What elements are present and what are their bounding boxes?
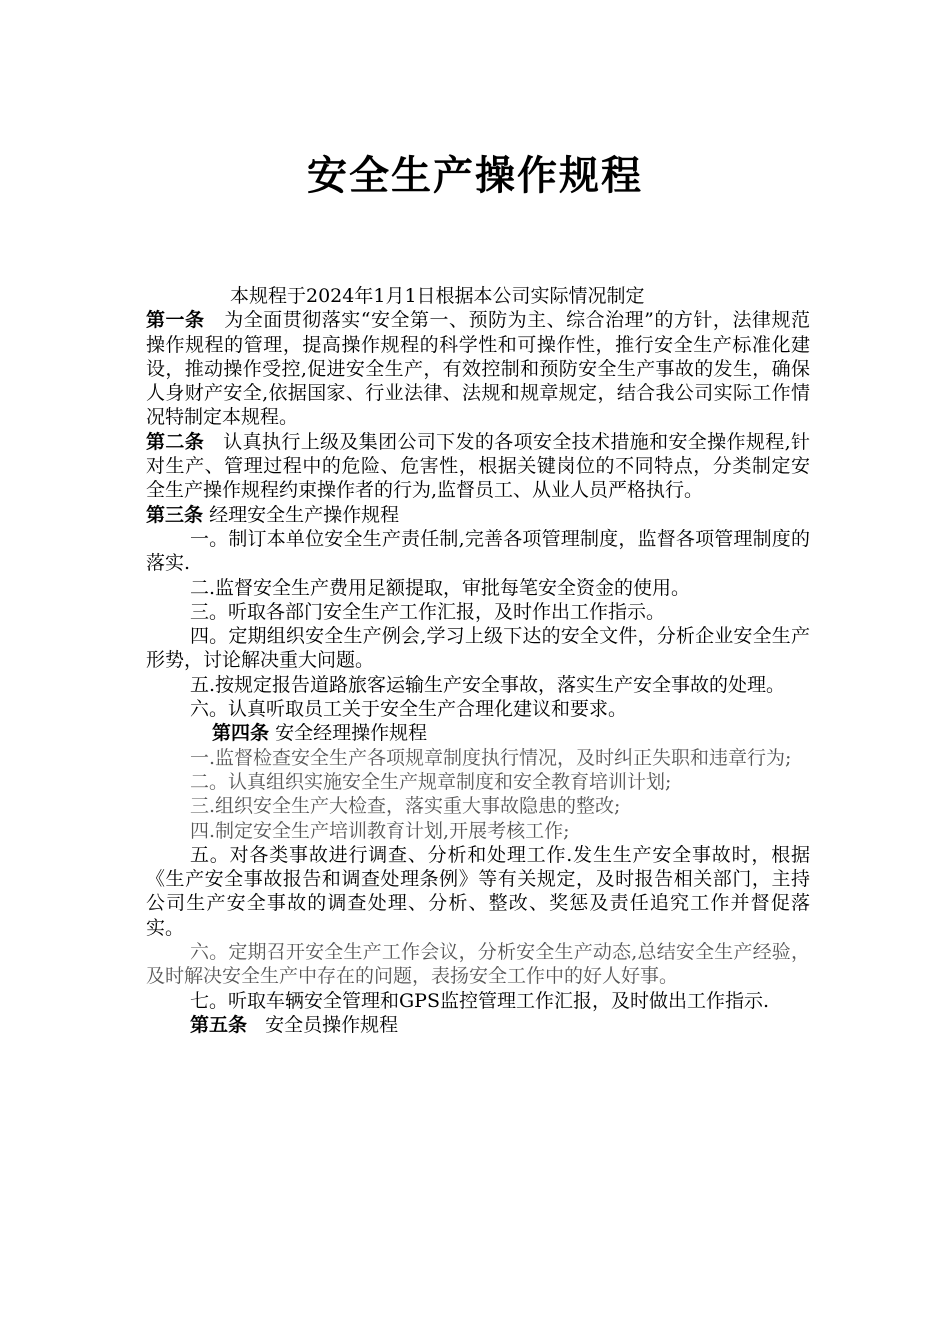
article-3-title-text: 经理安全生产操作规程 xyxy=(209,503,400,526)
article-4-item: 二。认真组织实施安全生产规章制度和安全教育培训计划; xyxy=(190,770,672,793)
article-5-title-text: 安全员操作规程 xyxy=(265,1013,399,1036)
article-4-item: 一.监督检查安全生产各项规章制度执行情况，及时纠正失职和违章行为; xyxy=(190,746,792,769)
intro-line: 本规程于2024年1月1日根据本公司实际情况制定 xyxy=(230,285,645,307)
article-4-item: 四.制定安全生产培训教育计划,开展考核工作; xyxy=(190,819,570,842)
article-3-item: 六。认真听取员工关于安全生产合理化建议和要求。 xyxy=(190,698,628,721)
article-4-item: 三.组织安全生产大检查，落实重大事故隐患的整改; xyxy=(190,795,621,818)
article-4-title xyxy=(146,721,810,745)
article-1-text: 为全面贯彻落实“安全第一、预防为主、综合治理”的方针，法律规范操作规程的管理，提高操作规程的科学性和可操作性，推行安全生产标准化建设，推动操作受控,促进安全生产，有效控制和预防安全生产事故的发生，确保人身财产安全,依据国家、行业法律、法规和规章规定，结合我公司实际工作情况特制定本规程。 xyxy=(146,309,810,429)
article-5-heading: 第五条 xyxy=(190,1013,248,1036)
article-1-heading: 第一条 xyxy=(146,309,205,332)
article-3-title xyxy=(146,503,810,527)
article-4-item: 七。听取车辆安全管理和GPS监控管理工作汇报，及时做出工作指示. xyxy=(190,989,770,1012)
article-4-title-text: 安全经理操作规程 xyxy=(275,722,428,745)
article-2-text: 认真执行上级及集团公司下发的各项安全技术措施和安全操作规程,针对生产、管理过程中的危险、危害性，根据关键岗位的不同特点，分类制定安全生产操作规程约束操作者的行为,监督员工、从业人员严格执行。 xyxy=(146,430,810,502)
article-3-heading: 第三条 xyxy=(146,503,204,526)
article-2 xyxy=(146,430,810,503)
article-3-item: 五.按规定报告道路旅客运输生产安全事故，落实生产安全事故的处理。 xyxy=(190,673,786,696)
article-4-heading: 第四条 xyxy=(212,722,270,745)
article-1 xyxy=(146,308,810,429)
article-4-item: 六。定期召开安全生产工作会议，分析安全生产动态,总结安全生产经验，及时解决安全生产中存在的问题，表扬安全工作中的好人好事。 xyxy=(146,941,810,988)
article-3-item: 二.监督安全生产费用足额提取，审批每笔安全资金的使用。 xyxy=(190,576,691,599)
article-3-item: 四。定期组织安全生产例会,学习上级下达的安全文件，分析企业安全生产形势，讨论解决重大问题。 xyxy=(146,625,810,672)
article-3-item: 三。听取各部门安全生产工作汇报，及时作出工作指示。 xyxy=(190,600,666,623)
article-5-title xyxy=(146,1013,810,1037)
document-title: 安全生产操作规程 xyxy=(307,153,643,199)
document-body xyxy=(146,284,810,1037)
article-2-heading: 第二条 xyxy=(146,430,205,453)
article-4-item: 五。对各类事故进行调查、分析和处理工作.发生生产安全事故时，根据《生产安全事故报告和调查处理条例》等有关规定，及时报告相关部门，主持公司生产安全事故的调查处理、分析、整改、奖惩及责任追究工作并督促落实。 xyxy=(146,843,810,939)
article-3-item: 一。制订本单位安全生产责任制,完善各项管理制度，监督各项管理制度的落实. xyxy=(146,527,810,575)
